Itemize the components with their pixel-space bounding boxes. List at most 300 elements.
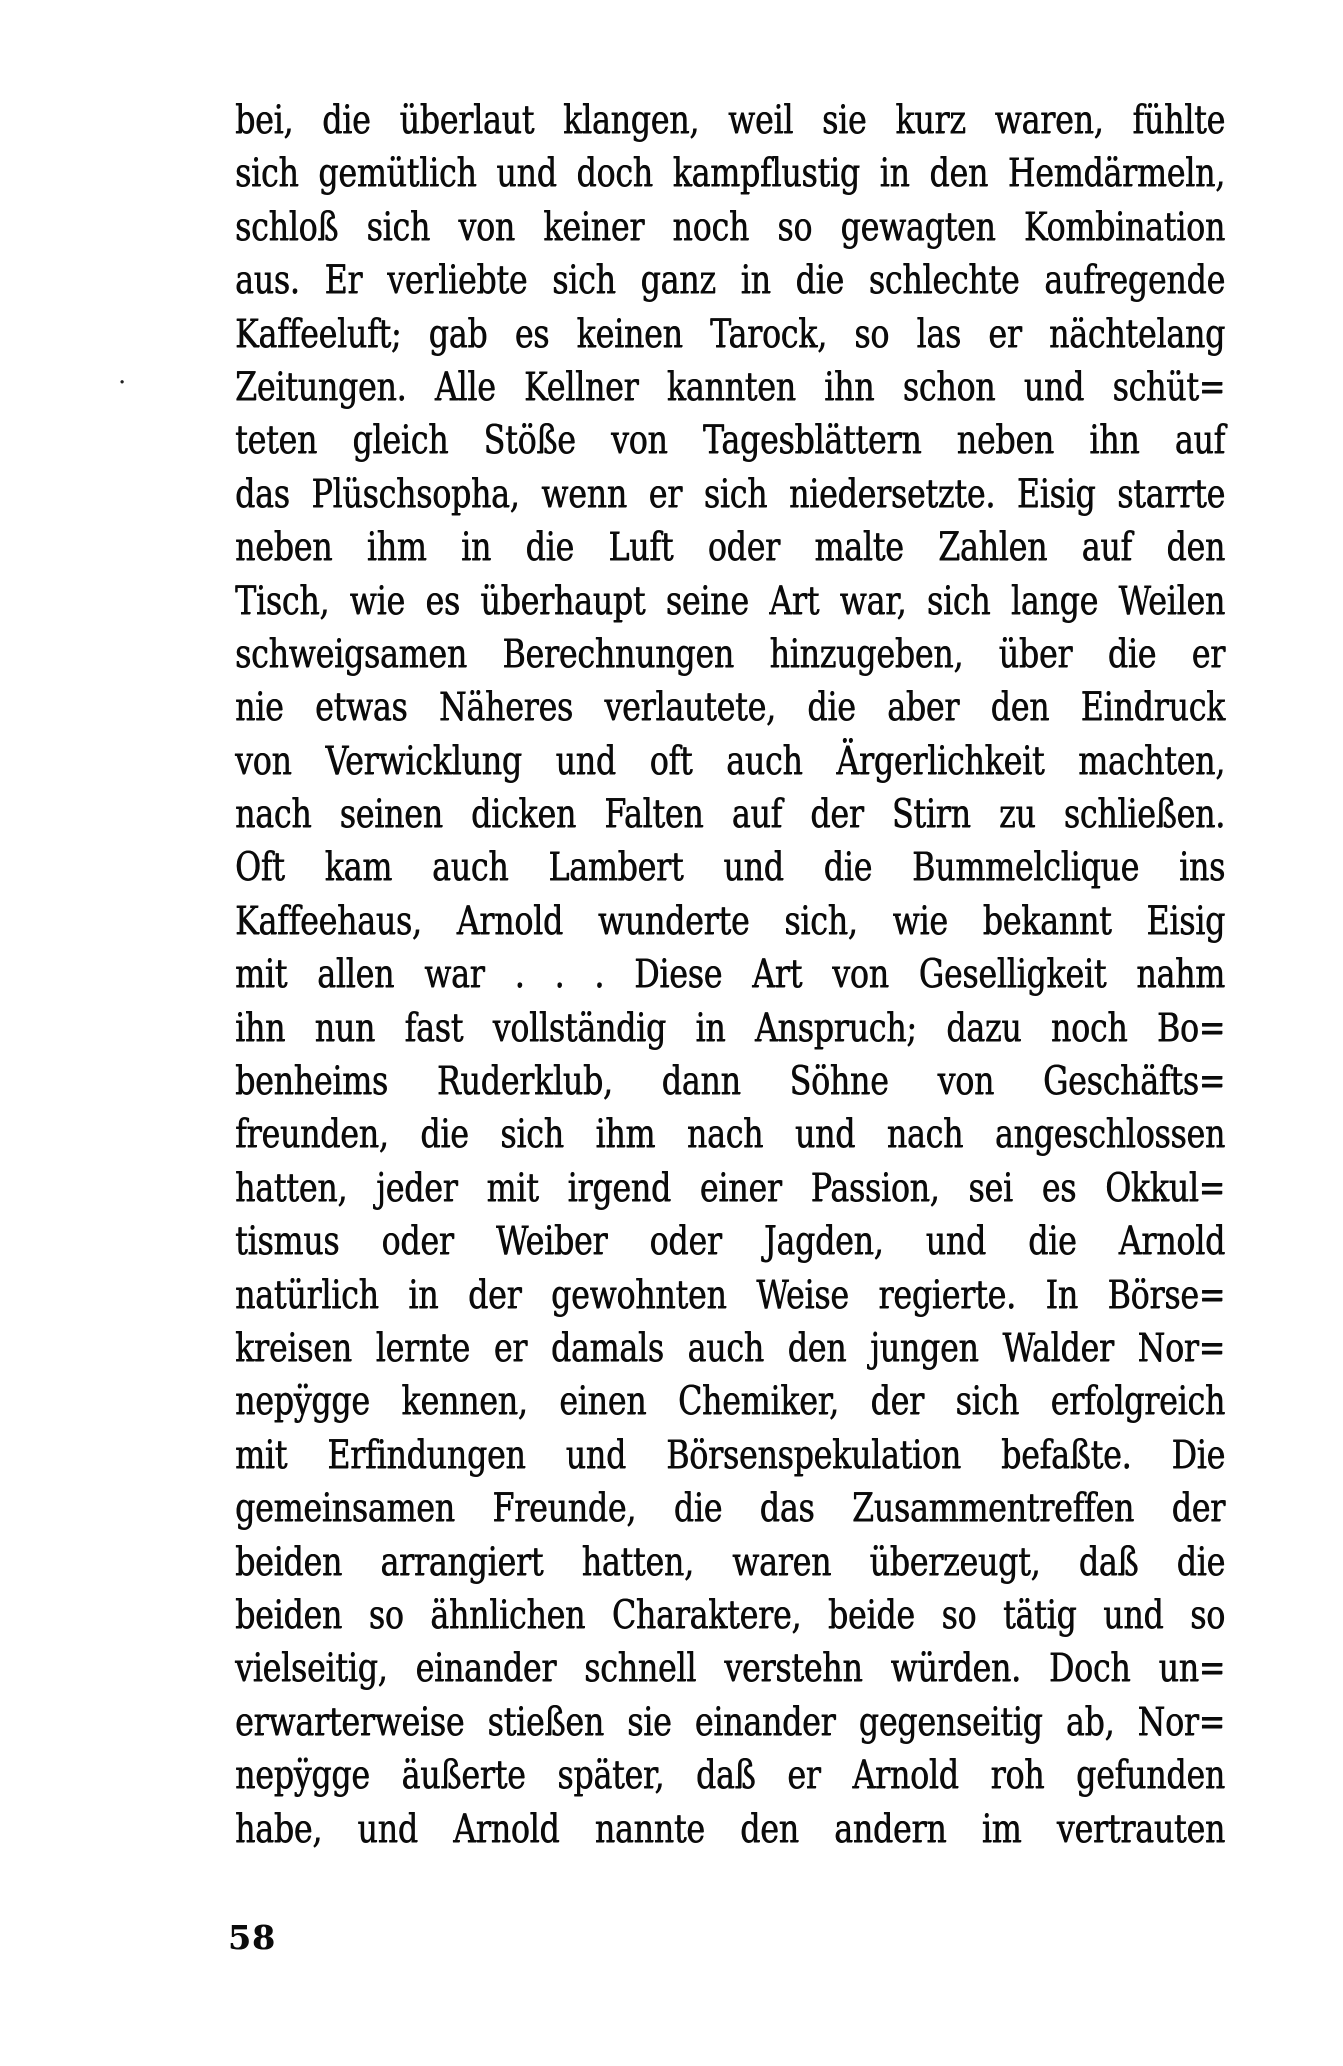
word: mit <box>486 1165 539 1211</box>
word: Berechnungen <box>502 631 734 677</box>
word: ganz <box>640 258 716 304</box>
word: Passion, <box>810 1165 940 1211</box>
text-line <box>235 1696 1225 1749</box>
word: sich <box>703 471 768 517</box>
text-line <box>235 895 1225 948</box>
word: auch <box>687 1325 764 1371</box>
word: würden. <box>890 1646 1021 1692</box>
word: die <box>673 1486 723 1532</box>
word: Chemiker, <box>677 1379 839 1425</box>
word: schloß <box>235 204 339 250</box>
word: und <box>1023 364 1085 410</box>
word: daß <box>1078 1539 1139 1585</box>
word: auf <box>731 792 782 838</box>
word: Kellner <box>524 364 639 410</box>
word: Oft <box>235 845 285 891</box>
word: etwas <box>314 685 408 731</box>
word: einer <box>699 1165 782 1211</box>
word: sich <box>926 578 991 624</box>
word: in <box>740 258 771 304</box>
word: Arnold <box>453 1806 560 1852</box>
text-line <box>235 361 1225 414</box>
word: sich <box>235 151 299 197</box>
text-line <box>235 1002 1225 1055</box>
text-line <box>235 414 1225 467</box>
word: seine <box>665 578 749 624</box>
text-line <box>235 147 1225 200</box>
word: wie <box>349 578 405 624</box>
word: Falten <box>604 792 704 838</box>
text-line <box>235 1322 1225 1375</box>
text-line <box>235 681 1225 734</box>
word: gemeinsamen <box>235 1486 455 1532</box>
word: einen <box>559 1379 647 1425</box>
text-line <box>235 575 1225 628</box>
word: fast <box>404 1005 464 1051</box>
text-line <box>235 308 1225 361</box>
text-line <box>235 1269 1225 1322</box>
word: gleich <box>352 418 449 464</box>
word: vielseitig, <box>235 1646 388 1692</box>
word: sich <box>500 1112 564 1158</box>
word: war, <box>839 578 907 624</box>
word: einander <box>415 1646 557 1692</box>
word: die <box>807 685 856 731</box>
text-line <box>235 628 1225 681</box>
word: ab, <box>1065 1699 1115 1745</box>
word: er <box>787 1753 821 1799</box>
word: . <box>514 952 525 998</box>
word: Jagden, <box>763 1219 884 1265</box>
word: Geschäfts= <box>1043 1059 1226 1105</box>
word: Zahlen <box>938 525 1048 571</box>
text-line <box>235 948 1225 1001</box>
word: der <box>810 792 864 838</box>
word: angeschlossen <box>994 1112 1226 1158</box>
word: Stirn <box>891 792 971 838</box>
text-line <box>235 94 1225 147</box>
word: nannte <box>594 1806 705 1852</box>
word: ins <box>1178 845 1226 891</box>
text-line <box>235 788 1225 841</box>
word: Tarock, <box>709 311 827 357</box>
word: neben <box>956 418 1054 464</box>
word: Eisig <box>1016 471 1096 517</box>
word: der <box>467 1272 522 1318</box>
word: Diese <box>634 952 723 998</box>
word: Näheres <box>438 685 573 731</box>
word: In <box>1045 1272 1078 1318</box>
word: überzeugt, <box>869 1539 1041 1585</box>
word: . <box>594 952 605 998</box>
word: der <box>1171 1486 1226 1532</box>
word: Hemdärmeln, <box>1007 151 1226 197</box>
word: ihm <box>595 1112 656 1158</box>
word: bekannt <box>982 898 1112 944</box>
word: schüt= <box>1112 364 1225 410</box>
word: äußerte <box>401 1753 526 1799</box>
word: der <box>870 1379 924 1425</box>
word: verstehn <box>724 1646 863 1692</box>
word: und <box>357 1806 418 1852</box>
word: oder <box>381 1219 454 1265</box>
word: Er <box>324 258 363 304</box>
word: Arnold <box>1118 1219 1226 1265</box>
word: natürlich <box>235 1272 379 1318</box>
word: hatten, <box>581 1539 694 1585</box>
word: seinen <box>339 792 443 838</box>
text-line <box>235 1749 1225 1802</box>
text-line <box>235 1589 1225 1642</box>
word: er <box>1191 631 1225 677</box>
word: teten <box>235 418 318 464</box>
word: mit <box>235 1432 288 1478</box>
word: es <box>1041 1165 1077 1211</box>
word: arrangiert <box>380 1539 544 1585</box>
page-number: 58 <box>228 1918 276 1957</box>
word: tismus <box>235 1219 340 1265</box>
word: ähnlichen <box>430 1592 586 1638</box>
word: nie <box>235 685 284 731</box>
word: nach <box>886 1112 964 1158</box>
text-line <box>235 201 1225 254</box>
word: die <box>1028 1219 1077 1265</box>
text-line <box>235 841 1225 894</box>
word: jeder <box>376 1165 458 1211</box>
word: vertrauten <box>1056 1806 1226 1852</box>
word: auf <box>1081 525 1132 571</box>
word: die <box>420 1112 469 1158</box>
word: in <box>461 525 492 571</box>
word: damals <box>550 1325 664 1371</box>
word: und <box>723 845 784 891</box>
word: die <box>1107 631 1157 677</box>
word: Kaffeehaus, <box>235 898 422 944</box>
word: wunderte <box>597 898 750 944</box>
word: oft <box>649 738 693 784</box>
word: Eindruck <box>1080 685 1226 731</box>
word: überlaut <box>399 98 535 143</box>
text-line <box>235 1803 1225 1856</box>
word: die <box>823 845 873 891</box>
word: dann <box>661 1059 741 1105</box>
word: waren, <box>994 98 1104 143</box>
word: ihm <box>366 525 427 571</box>
text-line <box>235 1055 1225 1108</box>
word: gemütlich <box>318 151 477 197</box>
word: von <box>832 952 889 998</box>
word: Stöße <box>483 418 576 464</box>
text-line <box>235 1162 1225 1215</box>
word: das <box>759 1486 815 1532</box>
word: wie <box>892 898 948 944</box>
word: Geselligkeit <box>918 952 1107 998</box>
word: die <box>795 258 844 304</box>
word: lernte <box>375 1325 470 1371</box>
word: Kombination <box>1023 204 1225 250</box>
word: Okkul= <box>1105 1165 1225 1211</box>
word: fühlte <box>1132 98 1226 143</box>
word: Nor= <box>1137 1325 1225 1371</box>
word: Anspruch; <box>754 1005 917 1051</box>
word: allen <box>317 952 395 998</box>
word: beiden <box>235 1539 343 1585</box>
word: keiner <box>543 204 645 250</box>
word: Erfindungen <box>327 1432 526 1478</box>
word: Charaktere, <box>611 1592 802 1638</box>
word: den <box>740 1806 799 1852</box>
word: den <box>787 1325 847 1371</box>
word: Ruderklub, <box>436 1059 613 1105</box>
word: kam <box>324 845 392 891</box>
word: und <box>925 1219 986 1265</box>
word: aber <box>887 685 960 731</box>
word: Weilen <box>1118 578 1226 624</box>
word: später, <box>557 1753 665 1799</box>
word: starrte <box>1117 471 1226 517</box>
word: dicken <box>471 792 576 838</box>
word: er <box>648 471 682 517</box>
word: und <box>496 151 557 197</box>
word: erfolgreich <box>1050 1379 1226 1425</box>
word: so <box>941 1592 977 1638</box>
word: Freunde, <box>492 1486 637 1532</box>
word: den <box>1166 525 1225 571</box>
word: nach <box>686 1112 764 1158</box>
word: schweigsamen <box>235 631 467 677</box>
word: Tagesblättern <box>702 418 922 464</box>
word: freunden, <box>235 1112 389 1158</box>
word: sie <box>627 1699 672 1745</box>
word: klangen, <box>563 98 700 143</box>
word: Alle <box>434 364 496 410</box>
word: Lambert <box>548 845 684 891</box>
word: Die <box>1171 1432 1226 1478</box>
word: zu <box>998 792 1036 838</box>
word: die <box>322 98 371 143</box>
word: so <box>1190 1592 1225 1638</box>
word: Zusammentreffen <box>851 1486 1135 1532</box>
word: und <box>555 738 616 784</box>
word: nächtelang <box>1049 311 1226 357</box>
word: vollständig <box>492 1005 666 1051</box>
word: den <box>990 685 1050 731</box>
word: oder <box>649 1219 722 1265</box>
word: und <box>1103 1592 1164 1638</box>
word: befaßte. <box>1001 1432 1132 1478</box>
word: daß <box>695 1753 756 1799</box>
word: kampflustig <box>672 151 860 197</box>
word: wenn <box>541 471 627 517</box>
word: gewagten <box>840 204 996 250</box>
word: beiden <box>235 1592 343 1638</box>
word: nun <box>314 1005 376 1051</box>
word: machten, <box>1078 738 1226 784</box>
word: sich <box>955 1379 1019 1425</box>
word: neben <box>235 525 333 571</box>
word: schließen. <box>1063 792 1225 838</box>
word: war <box>424 952 485 998</box>
word: habe, <box>235 1806 323 1852</box>
word: er <box>988 311 1022 357</box>
word: Zeitungen. <box>235 364 407 410</box>
word: kurz <box>895 98 966 143</box>
word: malte <box>814 525 904 571</box>
word: so <box>777 204 813 250</box>
word: schon <box>902 364 996 410</box>
word: nahm <box>1136 952 1225 998</box>
word: gefunden <box>1076 1753 1225 1799</box>
word: andern <box>834 1806 947 1852</box>
word: gab <box>428 311 488 357</box>
word: von <box>937 1059 995 1105</box>
word: Luft <box>608 525 674 571</box>
word: nepÿgge <box>235 1379 370 1425</box>
word: Doch <box>1048 1646 1131 1692</box>
word: Arnold <box>852 1753 959 1799</box>
text-line <box>235 1429 1225 1482</box>
word: un= <box>1158 1646 1226 1692</box>
word: in <box>879 151 910 197</box>
word: beide <box>827 1592 915 1638</box>
word: aufregende <box>1044 258 1225 304</box>
word: noch <box>1050 1005 1128 1051</box>
text-line <box>235 735 1225 788</box>
word: so <box>368 1592 404 1638</box>
word: es <box>425 578 460 624</box>
word: die <box>1176 1539 1225 1585</box>
word: kennen, <box>401 1379 528 1425</box>
word: Nor= <box>1137 1699 1225 1745</box>
word: sich <box>552 258 616 304</box>
text-line <box>235 1375 1225 1428</box>
word: Börsenspekulation <box>666 1432 961 1478</box>
word: über <box>998 631 1073 677</box>
word: von <box>458 204 515 250</box>
word: Weiber <box>495 1219 608 1265</box>
word: weil <box>728 98 794 143</box>
word: schlechte <box>868 258 1020 304</box>
word: das <box>235 471 290 517</box>
word: oder <box>707 525 780 571</box>
word: Börse= <box>1107 1272 1226 1318</box>
text-line <box>235 1108 1225 1161</box>
word: Ärgerlichkeit <box>836 738 1045 784</box>
word: Verwicklung <box>325 738 522 784</box>
word: kannten <box>666 364 796 410</box>
word: keinen <box>576 311 683 357</box>
word: in <box>408 1272 439 1318</box>
word: jungen <box>870 1325 979 1371</box>
word: las <box>916 311 961 357</box>
word: sich, <box>784 898 858 944</box>
word: einander <box>694 1699 836 1745</box>
word: Bummelclique <box>912 845 1139 891</box>
word: Weise <box>756 1272 849 1318</box>
word: dazu <box>946 1005 1022 1051</box>
word: hatten, <box>235 1165 348 1211</box>
word: auf <box>1174 418 1225 464</box>
word: ihn <box>235 1005 286 1051</box>
word: nach <box>235 792 312 838</box>
word: im <box>981 1806 1022 1852</box>
word: regierte. <box>878 1272 1016 1318</box>
word: und <box>565 1432 626 1478</box>
word: es <box>514 311 550 357</box>
word: niedersetzte. <box>788 471 996 517</box>
word: . <box>554 952 565 998</box>
word: verlautete, <box>604 685 776 731</box>
text-line <box>235 468 1225 521</box>
word: Söhne <box>789 1059 889 1105</box>
word: Bo= <box>1156 1005 1226 1051</box>
word: mit <box>235 952 288 998</box>
word: von <box>610 418 668 464</box>
word: nepÿgge <box>235 1753 370 1799</box>
word: aus. <box>235 258 300 304</box>
word: von <box>235 738 292 784</box>
word: benheims <box>235 1059 388 1105</box>
word: tätig <box>1002 1592 1077 1638</box>
word: auch <box>726 738 803 784</box>
text-line <box>235 254 1225 307</box>
word: und <box>794 1112 856 1158</box>
margin-mark: · <box>118 368 127 398</box>
word: bei, <box>235 98 294 143</box>
text-line <box>235 1536 1225 1589</box>
word: erwarterweise <box>235 1699 465 1745</box>
word: gegenseitig <box>858 1699 1043 1745</box>
word: sich <box>366 204 431 250</box>
word: die <box>525 525 574 571</box>
word: Kaffeeluft; <box>235 311 402 357</box>
body-text-block <box>235 94 1225 1856</box>
word: er <box>493 1325 528 1371</box>
word: lange <box>1010 578 1098 624</box>
word: Tisch, <box>235 578 330 624</box>
word: roh <box>990 1753 1045 1799</box>
word: sei <box>968 1165 1013 1211</box>
word: den <box>929 151 989 197</box>
word: in <box>695 1005 726 1051</box>
word: Plüschsopha, <box>311 471 520 517</box>
word: waren <box>732 1539 832 1585</box>
word: überhaupt <box>480 578 646 624</box>
text-line <box>235 1215 1225 1268</box>
word: Art <box>752 952 803 998</box>
word: so <box>854 311 890 357</box>
word: kreisen <box>235 1325 352 1371</box>
word: auch <box>431 845 509 891</box>
word: stießen <box>487 1699 604 1745</box>
word: hinzugeben, <box>769 631 964 677</box>
word: sie <box>822 98 867 143</box>
word: gewohnten <box>551 1272 727 1318</box>
word: Arnold <box>456 898 563 944</box>
text-line <box>235 1642 1225 1695</box>
word: doch <box>576 151 653 197</box>
word: noch <box>672 204 749 250</box>
word: schnell <box>584 1646 697 1692</box>
text-line <box>235 1482 1225 1535</box>
word: irgend <box>567 1165 671 1211</box>
word: Art <box>769 578 820 624</box>
word: Walder <box>1002 1325 1114 1371</box>
word: Eisig <box>1146 898 1226 944</box>
text-line <box>235 521 1225 574</box>
word: ihn <box>824 364 875 410</box>
word: verliebte <box>387 258 528 304</box>
